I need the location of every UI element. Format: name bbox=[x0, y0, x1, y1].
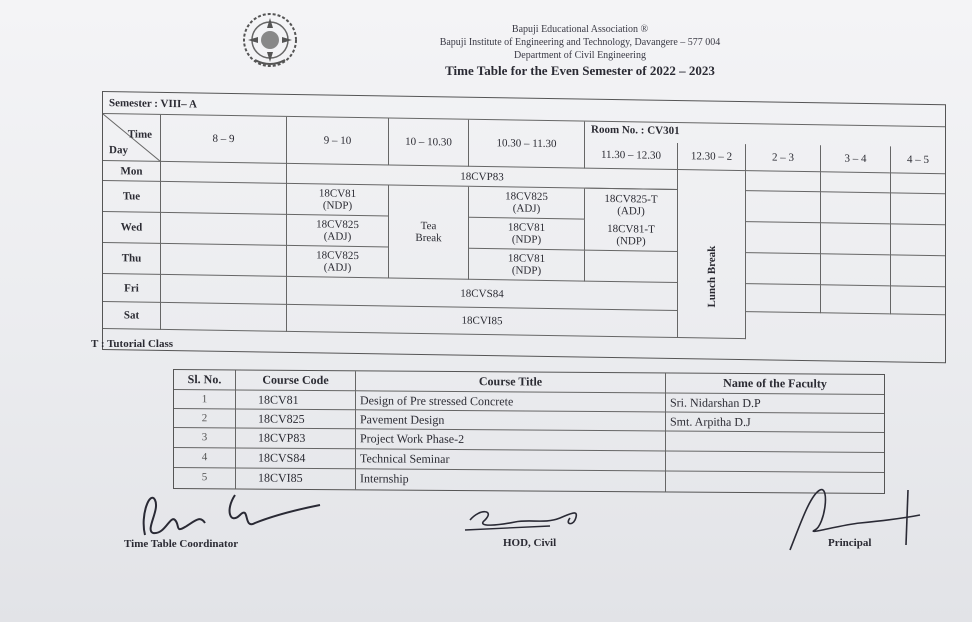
sat-block: 18CVI85 bbox=[287, 305, 678, 338]
principal-label: Principal bbox=[828, 537, 872, 549]
hod-label: HOD, Civil bbox=[503, 537, 557, 549]
fri-block: 18CVS84 bbox=[287, 277, 678, 311]
row-code: 18CVS84 bbox=[236, 448, 356, 469]
time-header: 10.30 – 11.30 bbox=[469, 120, 585, 169]
mon-block: 18CVP83 bbox=[287, 164, 678, 190]
row-faculty: Smt. Arpitha D.J bbox=[666, 412, 884, 433]
tutorial-note: T : Tutorial Class bbox=[91, 338, 174, 350]
institute-name: Bapuji Institute of Engineering and Technology, Davangere – 577 004 bbox=[439, 37, 721, 48]
row-faculty bbox=[666, 431, 884, 453]
department-name: Department of Civil Engineering bbox=[514, 50, 646, 61]
row-title: Project Work Phase-2 bbox=[356, 429, 666, 451]
header-faculty: Name of the Faculty bbox=[666, 373, 884, 395]
room-label: Room No. : CV301 bbox=[591, 123, 680, 138]
institute-logo bbox=[240, 10, 300, 70]
day-label: Tue bbox=[103, 181, 161, 213]
tue-10-30: 18CV825 (ADJ) bbox=[469, 187, 585, 220]
time-header: 12.30 – 2 bbox=[678, 143, 746, 171]
corner-cell bbox=[103, 114, 161, 162]
day-label: Mon bbox=[103, 161, 161, 182]
time-header: 8 – 9 bbox=[161, 115, 287, 164]
day-label: Fri bbox=[103, 274, 161, 303]
lunch-break: Lunch Break bbox=[706, 245, 718, 308]
coordinator-label: Time Table Coordinator bbox=[124, 538, 239, 550]
row-sl: 1 bbox=[174, 390, 236, 409]
row-title: Pavement Design bbox=[356, 410, 666, 431]
hod-signature bbox=[460, 500, 590, 535]
row-faculty: Sri. Nidarshan D.P bbox=[666, 393, 884, 414]
header-sl: Sl. No. bbox=[174, 370, 236, 390]
row-title: Design of Pre stressed Concrete bbox=[356, 391, 666, 412]
row-title: Internship bbox=[356, 469, 666, 491]
time-header: 2 – 3 bbox=[746, 144, 821, 172]
row-sl: 2 bbox=[174, 409, 236, 428]
wed-10-30: 18CV81 (NDP) bbox=[469, 218, 585, 251]
day-label: Sat bbox=[103, 302, 161, 330]
row-faculty bbox=[666, 451, 884, 473]
corner-day: Day bbox=[109, 144, 128, 157]
coordinator-signature bbox=[125, 485, 325, 545]
wed-9-10: 18CV825 (ADJ) bbox=[287, 215, 389, 248]
row-sl: 5 bbox=[174, 468, 236, 488]
time-header: 3 – 4 bbox=[821, 145, 891, 173]
time-header: 10 – 10.30 bbox=[389, 119, 469, 167]
wed-11-30: 18CV81-T (NDP) bbox=[585, 220, 678, 252]
association-name: Bapuji Educational Association ® bbox=[511, 24, 649, 35]
time-header: 4 – 5 bbox=[891, 146, 945, 174]
row-code: 18CV825 bbox=[236, 409, 356, 429]
time-header: 11.30 – 12.30 bbox=[585, 142, 678, 170]
tue-11-30: 18CV825-T (ADJ) bbox=[585, 189, 678, 221]
time-header: 9 – 10 bbox=[287, 117, 389, 166]
row-sl: 4 bbox=[174, 448, 236, 468]
thu-10-30: 18CV81 (NDP) bbox=[469, 249, 585, 282]
row-code: 18CV81 bbox=[236, 390, 356, 410]
page-title: Time Table for the Even Semester of 2022 – 2023 bbox=[445, 63, 715, 78]
course-table bbox=[173, 369, 885, 494]
day-label: Thu bbox=[103, 243, 161, 275]
row-code: 18CVI85 bbox=[236, 468, 356, 489]
timetable bbox=[102, 91, 946, 363]
header-code: Course Code bbox=[236, 370, 356, 391]
semester-label: Semester : VIII– A bbox=[109, 97, 197, 111]
row-sl: 3 bbox=[174, 428, 236, 448]
day-label: Wed bbox=[103, 212, 161, 244]
tue-9-10: 18CV81 (NDP) bbox=[287, 184, 389, 217]
row-title: Technical Seminar bbox=[356, 449, 666, 471]
row-code: 18CVP83 bbox=[236, 428, 356, 449]
corner-time: Time bbox=[127, 128, 152, 141]
tea-break: Tea Break bbox=[389, 186, 469, 280]
header-title: Course Title bbox=[356, 371, 666, 393]
thu-9-10: 18CV825 (ADJ) bbox=[287, 246, 389, 279]
